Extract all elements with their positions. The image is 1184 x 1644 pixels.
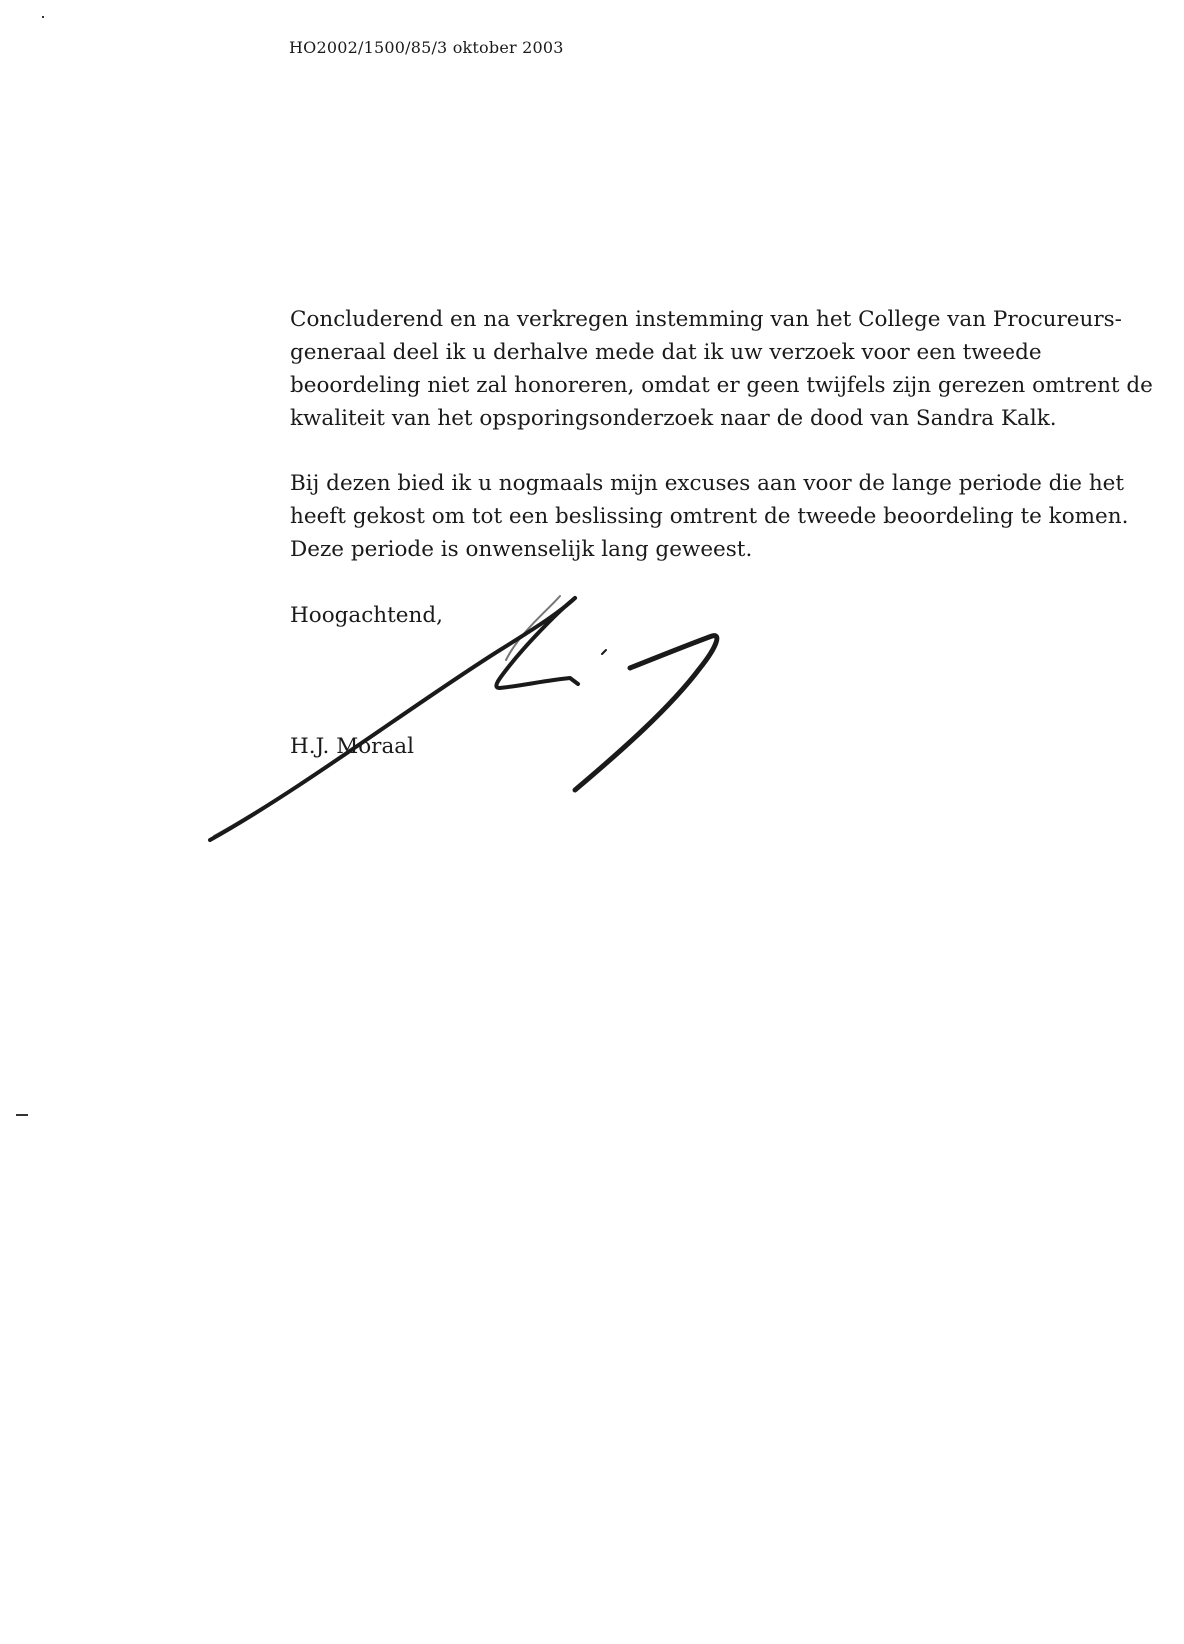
paragraph-line: beoordeling niet zal honoreren, omdat er geen twijfels zijn gerezen omtrent de (290, 373, 1153, 398)
reference-line: HO2002/1500/85/3 oktober 2003 (289, 38, 564, 57)
paragraph-apology (290, 467, 1170, 566)
paragraph-line: kwaliteit van het opsporingsonderzoek naar de dood van Sandra Kalk. (290, 406, 1057, 431)
paragraph-line: Concluderend en na verkregen instemming van het College van Procureurs- (290, 307, 1122, 332)
closing-salutation: Hoogachtend, (290, 603, 443, 628)
paragraph-line: Bij dezen bied ik u nogmaals mijn excuses aan voor de lange periode die het (290, 471, 1125, 496)
signer-name: H.J. Moraal (290, 734, 414, 759)
paragraph-line: generaal deel ik u derhalve mede dat ik uw verzoek voor een tweede (290, 340, 1042, 365)
paragraph-line: heeft gekost om tot een beslissing omtrent de tweede beoordeling te komen. (290, 504, 1129, 529)
paragraph-line: Deze periode is onwenselijk lang geweest. (290, 537, 753, 562)
paragraph-conclusion (290, 303, 1170, 435)
scan-speck (16, 1114, 28, 1116)
scan-speck (42, 16, 44, 18)
